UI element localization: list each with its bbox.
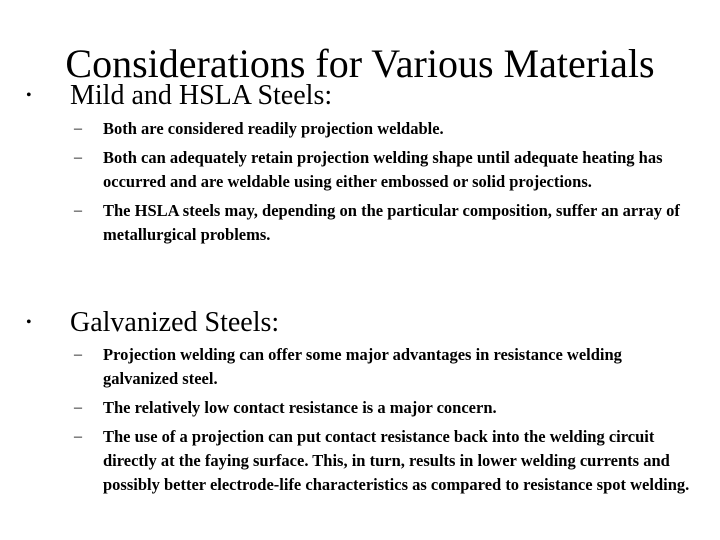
dash-marker: – — [74, 428, 82, 445]
section-heading: Galvanized Steels: — [70, 307, 280, 338]
list-item — [0, 117, 720, 141]
dash-marker: – — [74, 399, 82, 416]
list-item-text: Both can adequately retain projection welding shape until adequate heating has occurred and are weldable using either embossed or solid projections. — [103, 148, 663, 191]
list-item — [0, 199, 720, 247]
list-item-text: The relatively low contact resistance is a major concern. — [103, 398, 497, 417]
list-item — [0, 146, 720, 194]
section-items-mild-hsla — [0, 117, 720, 252]
list-item-text: The HSLA steels may, depending on the particular composition, suffer an array of metallurgical problems. — [103, 201, 680, 244]
section-heading: Mild and HSLA Steels: — [70, 80, 333, 111]
list-item — [0, 425, 720, 497]
dash-marker: – — [74, 202, 82, 219]
list-item — [0, 343, 720, 391]
section-bullet: • — [26, 87, 32, 104]
list-item-text: Projection welding can offer some major advantages in resistance welding galvanized steel. — [103, 345, 622, 388]
list-item — [0, 396, 720, 420]
slide-title: Considerations for Various Materials — [65, 41, 655, 86]
section-items-galvanized — [0, 343, 720, 502]
dash-marker: – — [74, 346, 82, 363]
dash-marker: – — [74, 120, 82, 137]
section-bullet: • — [26, 314, 32, 331]
list-item-text: The use of a projection can put contact resistance back into the welding circuit directly at the faying surface. This, in turn, results in lower welding currents and possibly better electrode-life characteristics as compared to resistance spot welding. — [103, 427, 690, 494]
dash-marker: – — [74, 149, 82, 166]
list-item-text: Both are considered readily projection weldable. — [103, 119, 444, 138]
